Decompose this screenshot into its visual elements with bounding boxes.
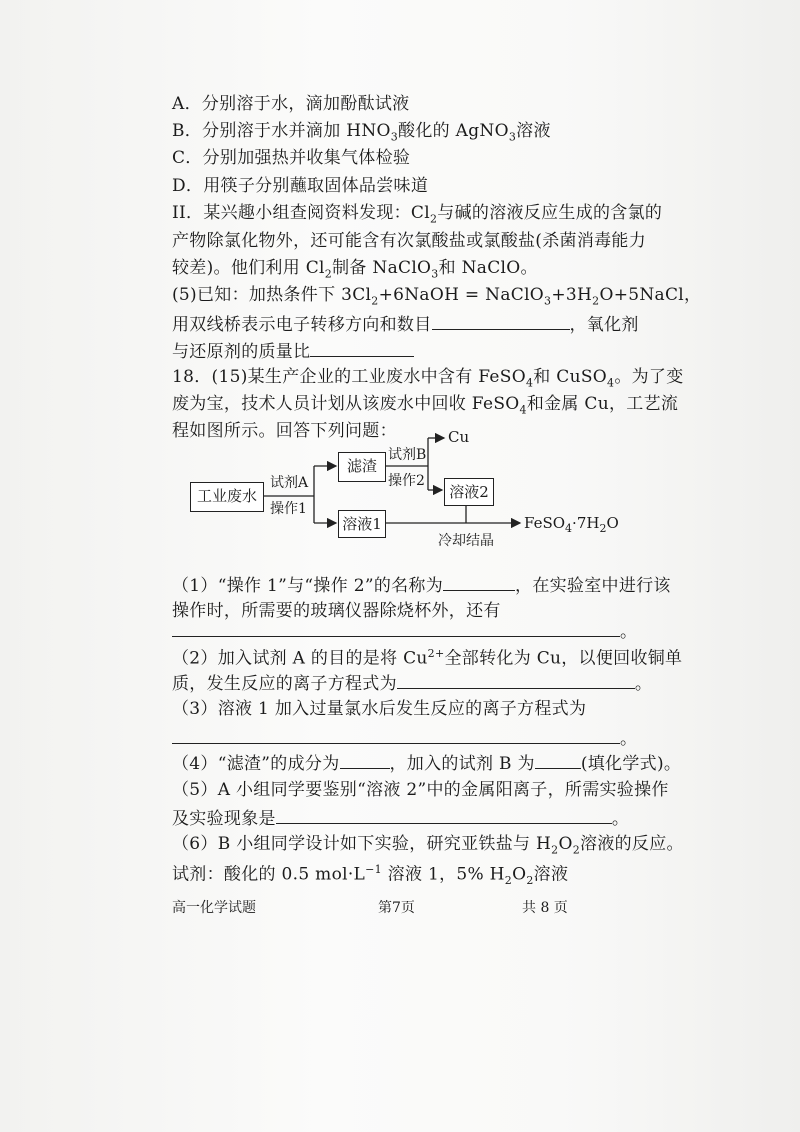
answer-blank[interactable]: [276, 805, 612, 824]
option-b: B．分别溶于水并滴加 $HNO_3$酸化的 AgNO$_3$溶液: [172, 121, 551, 144]
answer-blank[interactable]: [535, 750, 581, 769]
process-flow-diagram: [190, 428, 619, 560]
cooling-crystallization-label: 冷却结晶: [438, 533, 494, 549]
reagent-a-label: 试剂A: [270, 475, 309, 491]
answer-blank[interactable]: [310, 338, 414, 357]
part2-q5-line3: 与还原剂的质量比: [172, 338, 414, 364]
q6-line1: （6）B 小组同学设计如下实验，研究亚铁盐与 $H_2O_2$溶液的反应。: [172, 834, 684, 857]
q2-line1: （2）加入试剂 A 的目的是将 $Cu^{2+}$全部转化为 Cu，以便回收铜单: [172, 647, 683, 669]
part2-q5-line2: 用双线桥表示电子转移方向和数目 ，氧化剂: [172, 311, 639, 337]
q1-line1: （1）“操作 1”与“操作 2”的名称为 ，在实验室中进行该: [172, 572, 671, 598]
q1-line3: 。: [172, 618, 637, 644]
q18-line3: 程如图所示。回答下列问题：: [172, 421, 397, 441]
q4-line: （4）“滤渣”的成分为 ，加入的试剂 B 为 (填化学式)。: [172, 750, 681, 776]
solution1-box: 溶液1: [338, 510, 386, 538]
q3-line1: （3）溶液 1 加入过量氯水后发生反应的离子方程式为: [172, 699, 587, 719]
solution2-box: 溶液2: [444, 478, 494, 506]
cu-product: Cu: [448, 428, 470, 446]
answer-blank[interactable]: [172, 725, 620, 744]
reagent-b-label: 试剂B: [388, 447, 427, 463]
q1-line2: 操作时，所需要的玻璃仪器除烧杯外，还有: [172, 601, 501, 621]
part2-line1: II．某兴趣小组查阅资料发现：$Cl_2$与碱的溶液反应生成的含氯的: [172, 203, 663, 226]
q18-line1: 18．(15)某生产企业的工业废水中含有 FeSO$_4$和 CuSO$_4$。为了变: [172, 367, 684, 390]
feso4-product: $FeSO_4\cdot 7H_2O$: [524, 514, 619, 535]
waste-water-box: 工业废水: [190, 482, 264, 512]
option-d: D．用筷子分别蘸取固体品尝味道: [172, 176, 429, 196]
q6-line2: 试剂：酸化的 0.5 $mol\cdot L^{-1}$ 溶液 1，5% $H_2O_2$溶液: [172, 863, 569, 888]
footer-subject: 高一化学试题: [172, 900, 256, 916]
option-a: A．分别溶于水，滴加酚酞试液: [172, 94, 410, 114]
part2-line3: 较差)。他们利用 $Cl_2$制备 NaClO$_3$和 NaClO。: [172, 258, 538, 281]
answer-blank[interactable]: [172, 618, 620, 637]
q5-line2: 及实验现象是 。: [172, 805, 629, 831]
answer-blank[interactable]: [340, 750, 390, 769]
footer-page-number: 第7页: [378, 900, 415, 916]
q5-line1: （5）A 小组同学要鉴别“溶液 2”中的金属阳离子，所需实验操作: [172, 780, 669, 800]
answer-blank[interactable]: [397, 670, 635, 689]
q18-line2: 废为宝，技术人员计划从该废水中回收 FeSO$_4$和金属 Cu，工艺流: [172, 394, 679, 417]
operation1-label: 操作1: [270, 501, 307, 517]
answer-blank[interactable]: [432, 311, 570, 330]
answer-blank[interactable]: [443, 572, 515, 591]
q2-line2: 质，发生反应的离子方程式为 。: [172, 670, 652, 696]
operation2-label: 操作2: [388, 473, 425, 489]
option-c: C．分别加强热并收集气体检验: [172, 148, 411, 168]
part2-line2: 产物除氯化物外，还可能含有次氯酸盐或氯酸盐(杀菌消毒能力: [172, 231, 647, 251]
residue-box: 滤渣: [338, 452, 386, 482]
part2-q5-line1: (5)已知：加热条件下 $3Cl_2+6NaOH$ = $NaClO_3+3H_2O+5NaCl$，: [172, 285, 702, 308]
q3-line2: 。: [172, 725, 637, 751]
footer-total-pages: 共 8 页: [522, 900, 568, 916]
